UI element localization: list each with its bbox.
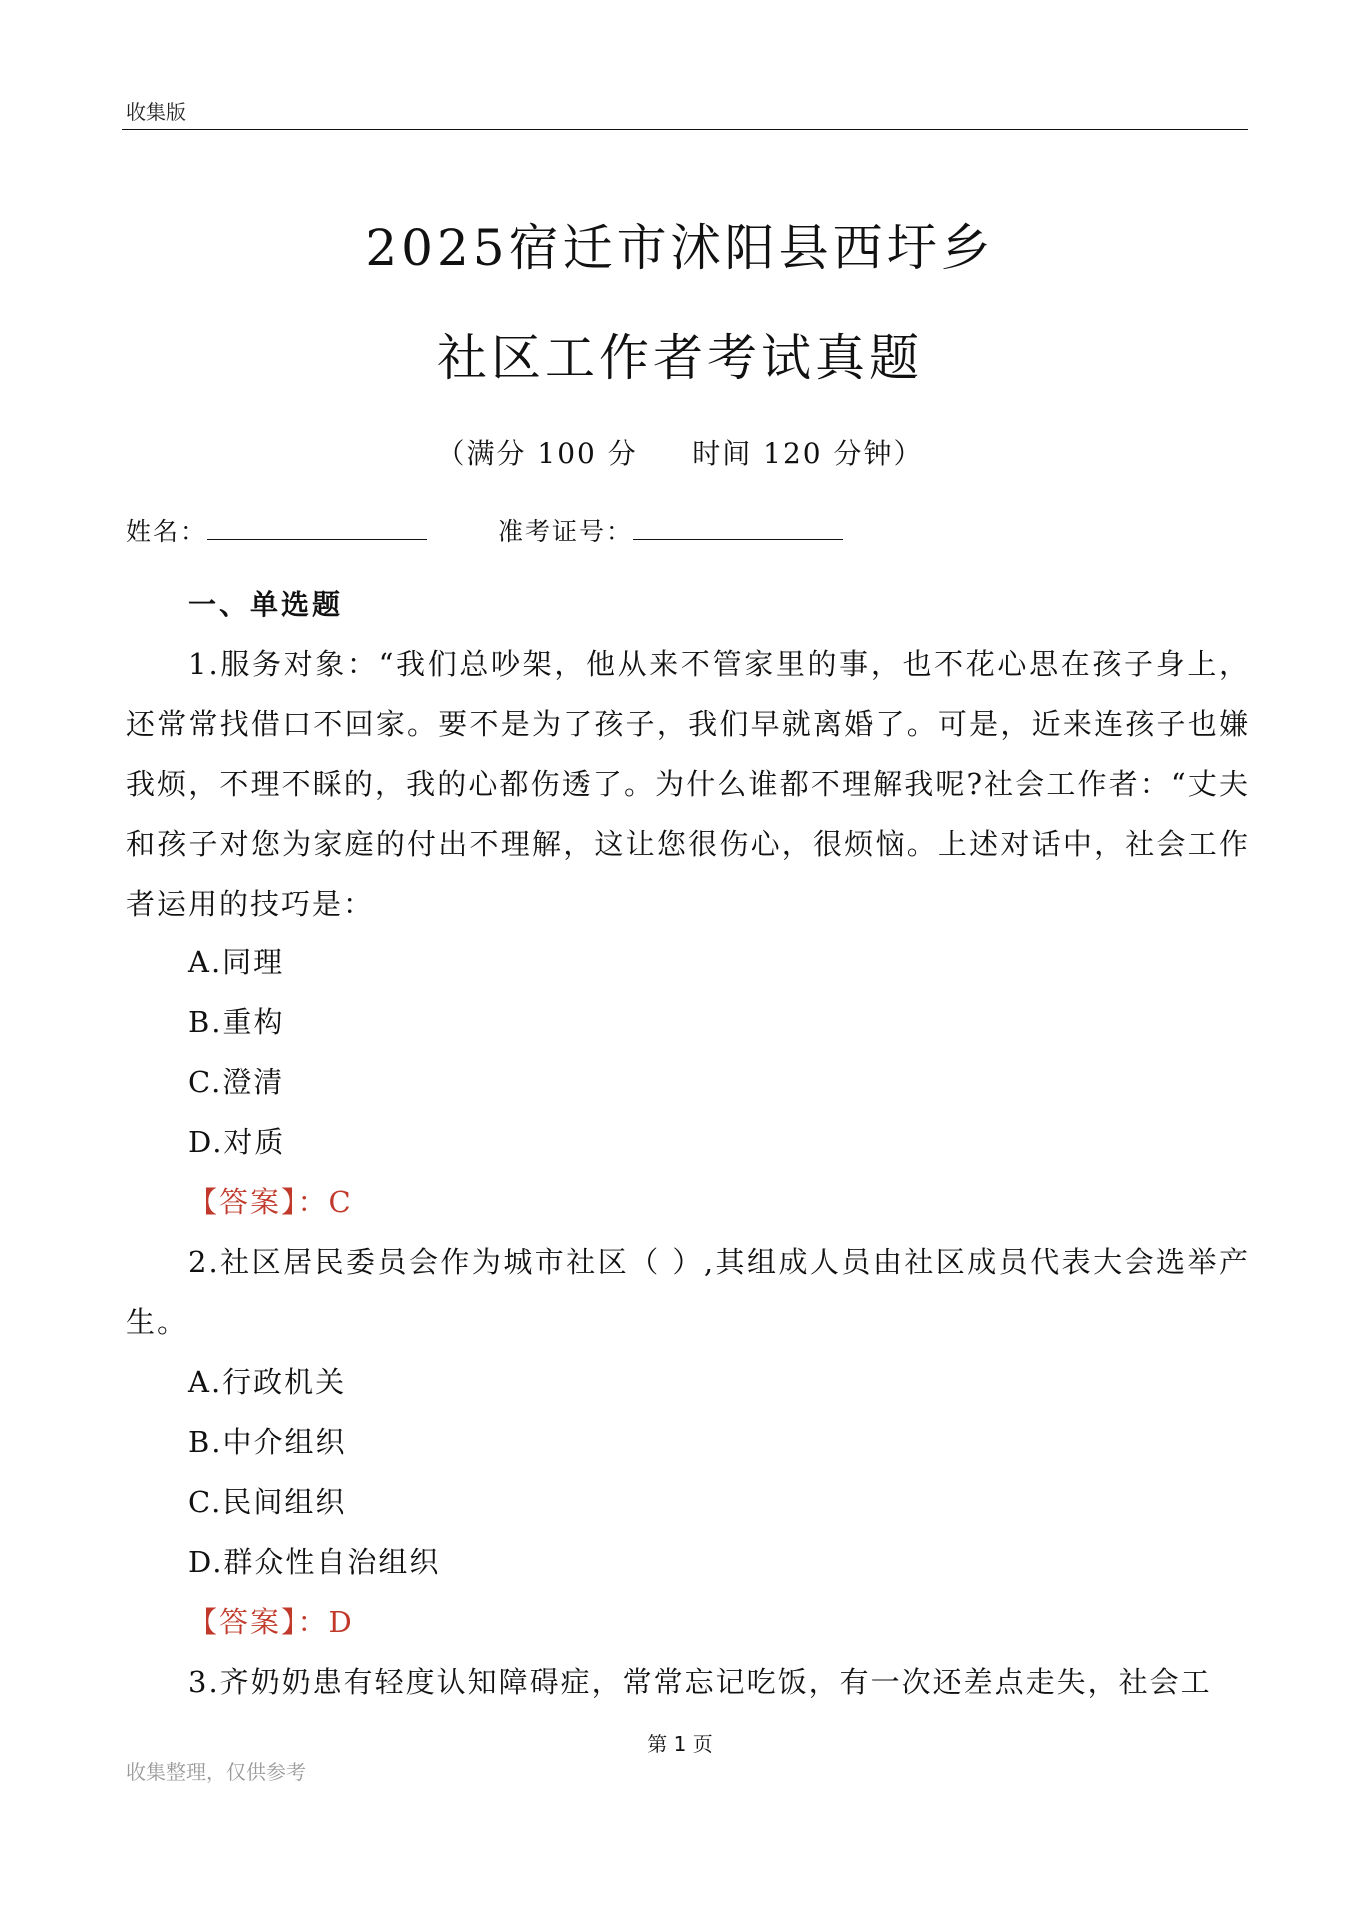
name-label: 姓名： [126, 517, 208, 546]
question-2-option-c: C.民间组织 [188, 1485, 347, 1519]
document-title-line-2: 社区工作者考试真题 [437, 329, 923, 387]
question-1-answer: 【答案】：C [188, 1185, 353, 1219]
footer-note: 收集整理，仅供参考 [126, 1760, 306, 1784]
question-1-option-c: C.澄清 [188, 1065, 285, 1099]
question-1-option-b: B.重构 [188, 1005, 285, 1039]
question-1-option-a: A.同理 [188, 945, 285, 979]
page-number: 第 1 页 [647, 1732, 713, 1756]
question-2-option-a: A.行政机关 [188, 1365, 347, 1399]
question-1-option-d: D.对质 [188, 1125, 286, 1159]
header-divider [122, 129, 1248, 130]
exam-id-label: 准考证号： [498, 517, 634, 546]
question-3-text: 3.齐奶奶患有轻度认知障碍症，常常忘记吃饭，有一次还差点走失，社会工 [188, 1665, 1212, 1699]
exam-id-blank [633, 517, 843, 540]
document-title-line-1: 2025宿迁市沭阳县西圩乡 [365, 219, 995, 277]
exam-id-field [498, 512, 843, 548]
question-2-text: 2.社区居民委员会作为城市社区（ ）,其组成人员由社区成员代表大会选举产生。 [126, 1245, 1250, 1339]
question-2-option-b: B.中介组织 [188, 1425, 347, 1459]
section-title: 一、单选题 [188, 588, 344, 621]
exam-meta: （满分 100 分 时间 120 分钟） [436, 437, 924, 470]
question-1-text: 1.服务对象：“我们总吵架，他从来不管家里的事，也不花心思在孩子身上，还常常找借口不回家。要不是为了孩子，我们早就离婚了。可是，近来连孩子也嫌我烦，不理不睬的，我的心都伤透了。为什么谁都不理解我呢?社会工作者：“丈夫和孩子对您为家庭的付出不理解，这让您很伤心，很烦恼。上述对话中，社会工作者运用的技巧是： [126, 647, 1250, 921]
question-2-answer: 【答案】：D [188, 1605, 354, 1639]
header-label: 收集版 [126, 100, 186, 124]
name-blank [207, 517, 427, 540]
name-field [126, 512, 427, 548]
question-2-option-d: D.群众性自治组织 [188, 1545, 441, 1579]
